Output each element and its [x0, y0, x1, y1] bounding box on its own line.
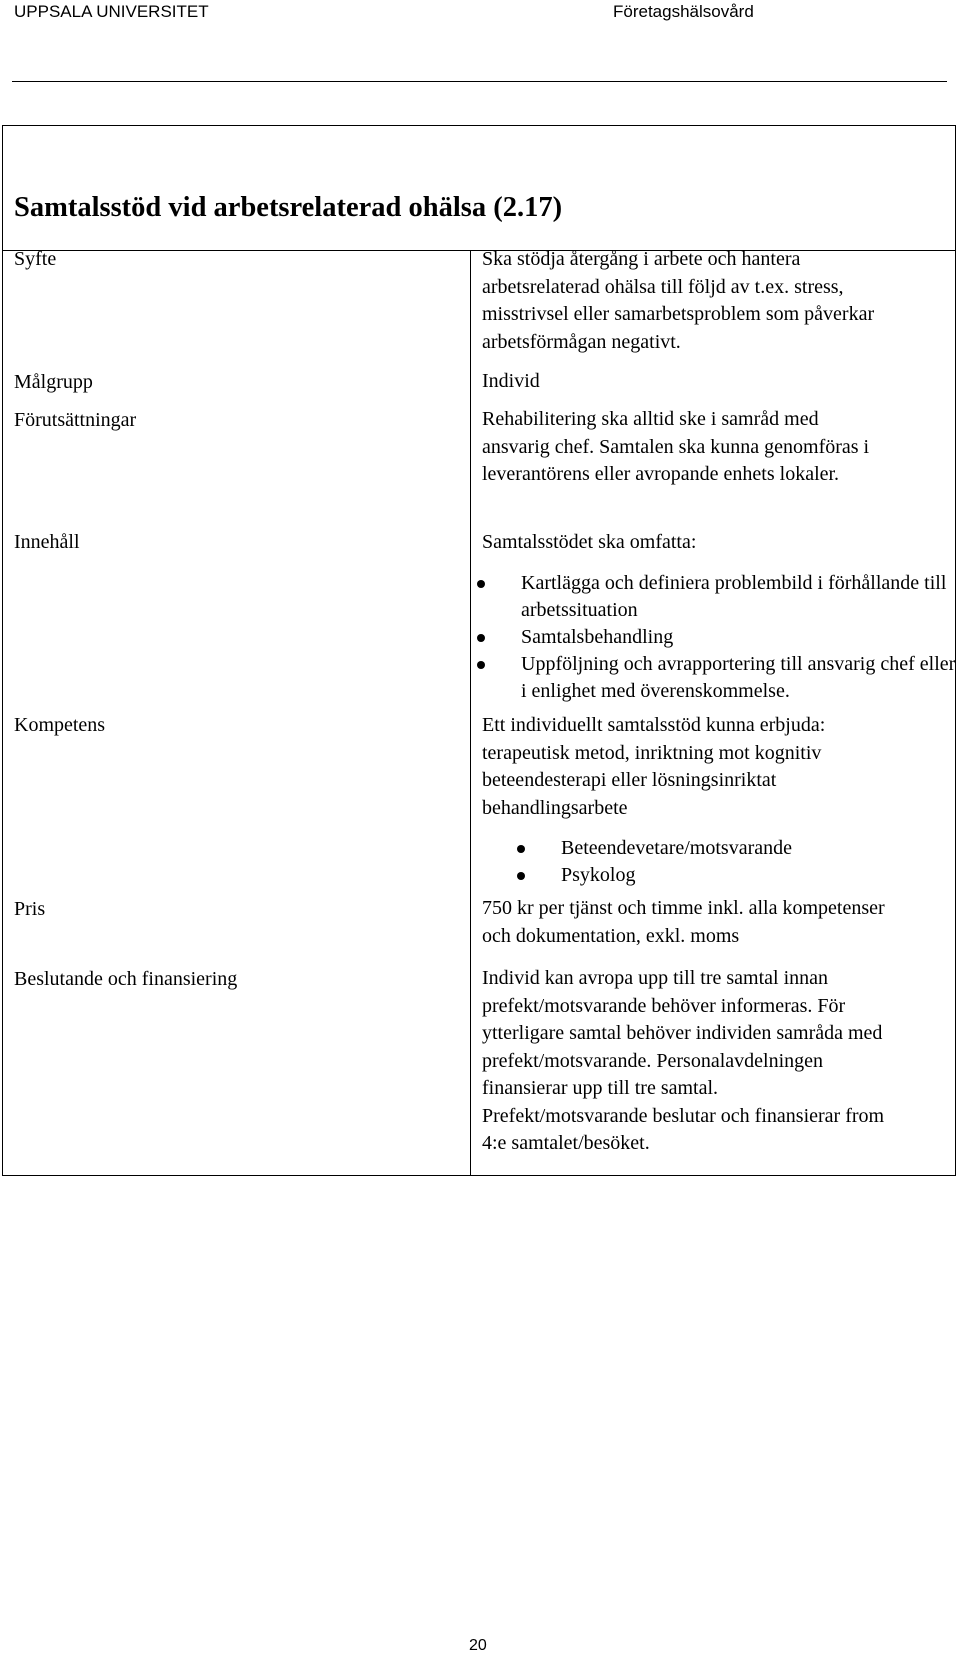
page-title: Samtalsstöd vid arbetsrelaterad ohälsa (2.17) — [14, 192, 563, 223]
list-item: Samtalsbehandling — [521, 624, 960, 651]
text-innehall-intro: Samtalsstödet ska omfatta: — [482, 531, 697, 553]
list-item: Uppföljning och avrapportering till ansvarig chef eller i enlighet med överenskommelse. — [521, 651, 960, 705]
text-line: Prefekt/motsvarande beslutar och finansierar from — [482, 1104, 885, 1127]
text-line: Rehabilitering ska alltid ske i samråd med — [482, 408, 819, 430]
text-line: Individ kan avropa upp till tre samtal innan — [482, 967, 829, 989]
innehall-list — [521, 570, 960, 705]
kompetens-list — [561, 835, 941, 889]
text-line: misstrivsel eller samarbetsproblem som påverkar — [482, 303, 875, 325]
text-line: arbetsförmågan negativt. — [482, 330, 681, 353]
text-line: 4:e samtalet/besöket. — [482, 1132, 650, 1154]
list-item: Psykolog — [561, 862, 941, 889]
text-line: prefekt/motsvarande behöver informeras. För — [482, 994, 846, 1017]
header-rule — [12, 81, 947, 82]
text-line: och dokumentation, exkl. moms — [482, 924, 740, 947]
text-line: behandlingsarbete — [482, 796, 628, 819]
header-department: Företagshälsovård — [613, 2, 754, 21]
text-line: finansierar upp till tre samtal. — [482, 1077, 719, 1099]
table-divider — [470, 250, 471, 1176]
list-item: Kartlägga och definiera problembild i förhållande till arbetssituation — [521, 570, 960, 624]
text-line: terapeutisk metod, inriktning mot kognitiv — [482, 741, 822, 764]
text-line: 750 kr per tjänst och timme inkl. alla kompetenser — [482, 897, 885, 919]
text-line: beteendesterapi eller lösningsinriktat — [482, 769, 777, 791]
label-forutsattningar: Förutsättningar — [14, 409, 137, 431]
text-line: leverantörens eller avropande enhets lokaler. — [482, 463, 840, 485]
label-innehall: Innehåll — [14, 531, 80, 553]
page-number: 20 — [469, 1637, 487, 1654]
text-beslutande — [482, 965, 952, 1158]
text-forutsattningar — [482, 406, 952, 489]
text-pris — [482, 895, 952, 950]
text-line: arbetsrelaterad ohälsa till följd av t.ex. stress, — [482, 275, 844, 298]
label-kompetens: Kompetens — [14, 714, 106, 736]
text-malgrupp: Individ — [482, 370, 540, 392]
text-line: Ska stödja återgång i arbete och hantera — [482, 248, 801, 270]
text-line: Ett individuellt samtalsstöd kunna erbjuda: — [482, 714, 826, 736]
text-line: prefekt/motsvarande. Personalavdelningen — [482, 1049, 823, 1072]
list-item: Beteendevetare/motsvarande — [561, 835, 941, 862]
text-kompetens — [482, 712, 952, 822]
label-malgrupp: Målgrupp — [14, 371, 93, 393]
header-university: UPPSALA UNIVERSITET — [14, 2, 209, 21]
label-beslutande: Beslutande och finansiering — [14, 968, 238, 990]
text-syfte — [482, 246, 952, 356]
text-line: ytterligare samtal behöver individen samråda med — [482, 1022, 883, 1044]
label-pris: Pris — [14, 898, 46, 920]
text-line: ansvarig chef. Samtalen ska kunna genomföras i — [482, 435, 870, 458]
label-syfte: Syfte — [14, 248, 57, 270]
